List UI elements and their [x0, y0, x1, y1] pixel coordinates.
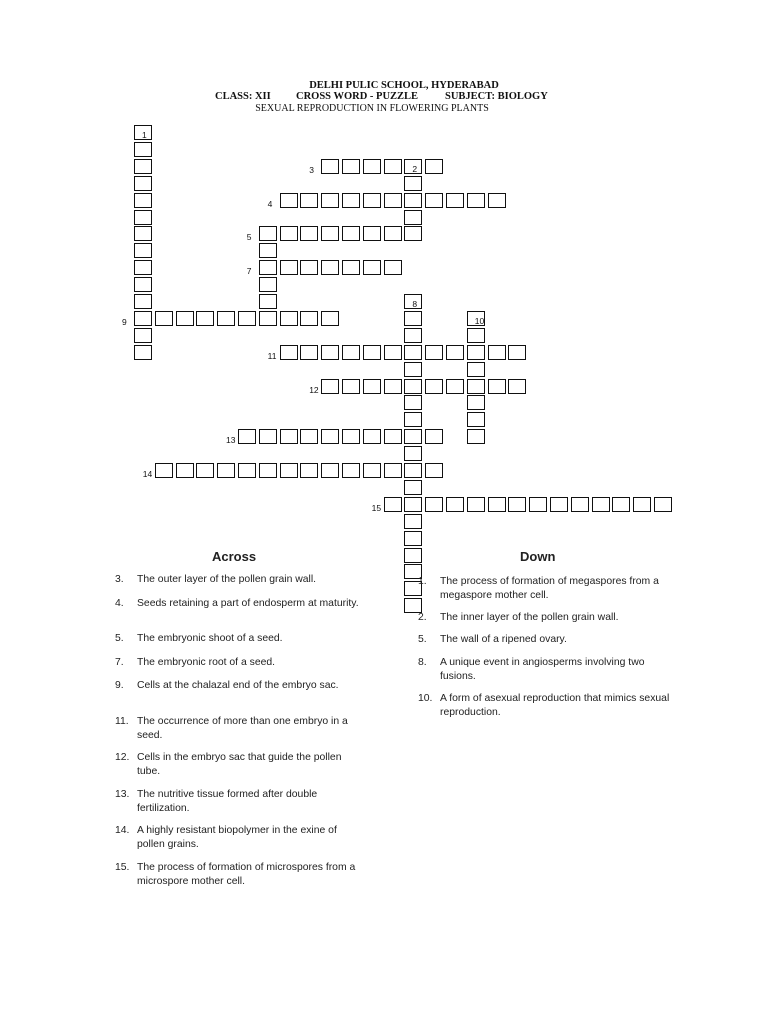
- crossword-cell[interactable]: [467, 345, 485, 360]
- clue-number-label: 5: [246, 232, 252, 243]
- crossword-cell[interactable]: [384, 226, 402, 241]
- clue-text: The outer layer of the pollen grain wall.: [137, 574, 317, 585]
- clue-text: The process of formation of megaspores from a megaspore mother cell.: [440, 576, 659, 601]
- crossword-cell[interactable]: [384, 497, 402, 512]
- crossword-cell[interactable]: [384, 463, 402, 478]
- crossword-cell[interactable]: [134, 176, 152, 191]
- clue-number: 12.: [115, 752, 130, 763]
- crossword-cell[interactable]: [363, 193, 381, 208]
- crossword-cell[interactable]: [321, 226, 339, 241]
- crossword-cell[interactable]: [259, 311, 277, 326]
- crossword-cell[interactable]: [363, 159, 381, 174]
- crossword-cell[interactable]: [259, 260, 277, 275]
- crossword-cell[interactable]: [404, 480, 422, 495]
- clue-text: The embryonic root of a seed.: [137, 657, 276, 668]
- crossword-cell[interactable]: [467, 395, 485, 410]
- crossword-cell[interactable]: [321, 260, 339, 275]
- crossword-cell[interactable]: [280, 226, 298, 241]
- clue-number: 1.: [418, 576, 427, 587]
- clue-number: 11.: [115, 716, 129, 727]
- crossword-cell[interactable]: [404, 412, 422, 427]
- crossword-cell[interactable]: [238, 311, 256, 326]
- crossword-cell[interactable]: [280, 311, 298, 326]
- subject-label: SUBJECT: BIOLOGY: [445, 91, 548, 102]
- clue-number: 3.: [115, 574, 124, 585]
- crossword-cell[interactable]: [134, 277, 152, 292]
- down-heading: Down: [520, 549, 556, 564]
- crossword-cell[interactable]: [592, 497, 610, 512]
- crossword-cell[interactable]: [196, 311, 214, 326]
- school-name: DELHI PULIC SCHOOL, HYDERABAD: [309, 80, 499, 91]
- crossword-cell[interactable]: [404, 463, 422, 478]
- crossword-cell[interactable]: [217, 463, 235, 478]
- crossword-cell[interactable]: [134, 243, 152, 258]
- crossword-cell[interactable]: [508, 345, 526, 360]
- crossword-cell[interactable]: [217, 311, 235, 326]
- clue-number-label: 2: [412, 163, 418, 174]
- crossword-cell[interactable]: [404, 429, 422, 444]
- crossword-cell[interactable]: [446, 379, 464, 394]
- clue-text: Cells at the chalazal end of the embryo sac.: [137, 680, 339, 691]
- clue-text: The nutritive tissue formed after double fertilization.: [137, 789, 318, 814]
- crossword-cell[interactable]: [446, 193, 464, 208]
- clue-number: 2.: [418, 612, 427, 623]
- crossword-cell[interactable]: [404, 210, 422, 225]
- clue-number-label: 1: [142, 130, 147, 140]
- clue-text: The inner layer of the pollen grain wall.: [440, 612, 619, 623]
- clue-number: 7.: [115, 657, 124, 668]
- crossword-cell[interactable]: [467, 362, 485, 377]
- crossword-cell[interactable]: [300, 311, 318, 326]
- clue-number: 13.: [115, 789, 130, 800]
- clue-text: The embryonic shoot of a seed.: [137, 633, 283, 644]
- clue-number: 15.: [115, 862, 130, 873]
- clue-number: 8.: [418, 657, 427, 668]
- crossword-cell[interactable]: [384, 260, 402, 275]
- crossword-cell[interactable]: [550, 497, 568, 512]
- crossword-cell[interactable]: [425, 463, 443, 478]
- crossword-cell[interactable]: [425, 429, 443, 444]
- crossword-cell[interactable]: [238, 463, 256, 478]
- across-heading: Across: [212, 549, 257, 564]
- crossword-cell[interactable]: [404, 226, 422, 241]
- crossword-cell[interactable]: [321, 345, 339, 360]
- topic-title: SEXUAL REPRODUCTION IN FLOWERING PLANTS: [255, 103, 489, 114]
- crossword-cell[interactable]: [363, 379, 381, 394]
- clue-number: 5.: [115, 633, 124, 644]
- clue-text: The process of formation of microspores from a microspore mother cell.: [137, 862, 356, 887]
- clue-text: A unique event in angiosperms involving two fusions.: [440, 657, 645, 682]
- crossword-cell[interactable]: [342, 193, 360, 208]
- crossword-cell[interactable]: [342, 260, 360, 275]
- crossword-cell[interactable]: [176, 311, 194, 326]
- crossword-cell[interactable]: [446, 345, 464, 360]
- crossword-cell[interactable]: [488, 345, 506, 360]
- crossword-cell[interactable]: [134, 294, 152, 309]
- crossword-cell[interactable]: [529, 497, 547, 512]
- crossword-cell[interactable]: [259, 429, 277, 444]
- crossword-cell[interactable]: [155, 311, 173, 326]
- clue-number-label: 4: [267, 198, 273, 209]
- clue-number-label: 3: [309, 164, 314, 175]
- crossword-cell[interactable]: [363, 345, 381, 360]
- crossword-cell[interactable]: [404, 176, 422, 191]
- clue-number: 14.: [115, 825, 130, 836]
- crossword-cell[interactable]: [134, 226, 152, 241]
- crossword-cell[interactable]: [404, 497, 422, 512]
- clue-number-label: 9: [122, 316, 127, 327]
- crossword-cell[interactable]: [571, 497, 589, 512]
- crossword-cell[interactable]: [300, 429, 318, 444]
- crossword-cell[interactable]: [508, 497, 526, 512]
- crossword-cell[interactable]: [259, 294, 277, 309]
- crossword-cell[interactable]: [300, 345, 318, 360]
- crossword-cell[interactable]: [280, 260, 298, 275]
- crossword-cell[interactable]: [384, 193, 402, 208]
- clue-text: Seeds retaining a part of endosperm at maturity.: [137, 598, 359, 609]
- crossword-cell[interactable]: [134, 260, 152, 275]
- class-label: CLASS: XII: [215, 91, 271, 102]
- crossword-cell[interactable]: [488, 497, 506, 512]
- crossword-cell[interactable]: [342, 379, 360, 394]
- crossword-cell[interactable]: [134, 328, 152, 343]
- clue-number-label: 11: [267, 350, 277, 361]
- crossword-cell[interactable]: [404, 193, 422, 208]
- crossword-cell[interactable]: [467, 379, 485, 394]
- clue-number-label: 15: [371, 502, 382, 513]
- crossword-cell[interactable]: [425, 497, 443, 512]
- crossword-cell[interactable]: [342, 345, 360, 360]
- crossword-cell[interactable]: [404, 395, 422, 410]
- crossword-cell[interactable]: [280, 193, 298, 208]
- crossword-cell[interactable]: [342, 226, 360, 241]
- crossword-cell[interactable]: [321, 429, 339, 444]
- clue-text: A highly resistant biopolymer in the exine of pollen grains.: [137, 825, 337, 850]
- crossword-cell[interactable]: [404, 514, 422, 529]
- crossword-cell[interactable]: [238, 429, 256, 444]
- crossword-cell[interactable]: [300, 260, 318, 275]
- crossword-cell[interactable]: [134, 345, 152, 360]
- crossword-cell[interactable]: [176, 463, 194, 478]
- clue-number-label: 10: [474, 315, 485, 326]
- crossword-cell[interactable]: [446, 497, 464, 512]
- crossword-cell[interactable]: [134, 142, 152, 157]
- clue-number-label: 7: [246, 266, 252, 277]
- crossword-cell[interactable]: [384, 159, 402, 174]
- crossword-cell[interactable]: [134, 311, 152, 326]
- clue-text: Cells in the embryo sac that guide the pollen tube.: [137, 752, 342, 777]
- crossword-cell[interactable]: [321, 379, 339, 394]
- crossword-cell[interactable]: [280, 429, 298, 444]
- crossword-cell[interactable]: [488, 379, 506, 394]
- crossword-cell[interactable]: [300, 193, 318, 208]
- crossword-cell[interactable]: [404, 379, 422, 394]
- crossword-cell[interactable]: [467, 497, 485, 512]
- crossword-cell[interactable]: [425, 193, 443, 208]
- crossword-cell[interactable]: [321, 159, 339, 174]
- clue-number-label: 14: [142, 469, 153, 479]
- crossword-cell[interactable]: [342, 159, 360, 174]
- crossword-cell[interactable]: [467, 328, 485, 343]
- clue-number: 5.: [418, 634, 427, 645]
- crossword-cell[interactable]: [425, 345, 443, 360]
- clue-text: A form of asexual reproduction that mimics sexual reproduction.: [440, 693, 670, 718]
- crossword-cell[interactable]: [321, 311, 339, 326]
- crossword-cell[interactable]: [259, 226, 277, 241]
- crossword-cell[interactable]: [404, 345, 422, 360]
- crossword-cell[interactable]: [384, 429, 402, 444]
- clue-number-label: 8: [412, 299, 418, 309]
- crossword-cell[interactable]: [654, 497, 672, 512]
- crossword-cell[interactable]: [155, 463, 173, 478]
- crossword-cell[interactable]: [321, 463, 339, 478]
- clue-number: 9.: [115, 680, 124, 691]
- crossword-cell[interactable]: [196, 463, 214, 478]
- clue-number: 10.: [418, 693, 433, 704]
- crossword-cell[interactable]: [467, 429, 485, 444]
- crossword-cell[interactable]: [363, 226, 381, 241]
- crossword-cell[interactable]: [259, 277, 277, 292]
- crossword-cell[interactable]: [425, 379, 443, 394]
- crossword-cell[interactable]: [404, 362, 422, 377]
- crossword-cell[interactable]: [425, 159, 443, 174]
- crossword-cell[interactable]: [280, 463, 298, 478]
- clue-text: The wall of a ripened ovary.: [440, 634, 567, 645]
- crossword-cell[interactable]: [134, 193, 152, 208]
- puzzle-title: CROSS WORD - PUZZLE: [296, 91, 419, 102]
- clue-number-label: 13: [226, 435, 236, 446]
- crossword-cell[interactable]: [259, 243, 277, 258]
- crossword-cell[interactable]: [363, 463, 381, 478]
- crossword-cell[interactable]: [363, 260, 381, 275]
- crossword-cell[interactable]: [342, 429, 360, 444]
- crossword-cell[interactable]: [342, 463, 360, 478]
- crossword-cell[interactable]: [404, 548, 422, 563]
- clue-number-label: 12: [309, 384, 319, 395]
- crossword-cell[interactable]: [134, 159, 152, 174]
- crossword-cell[interactable]: [404, 328, 422, 343]
- crossword-cell[interactable]: [280, 345, 298, 360]
- crossword-cell[interactable]: [134, 210, 152, 225]
- crossword-cell[interactable]: [363, 429, 381, 444]
- crossword-cell[interactable]: [467, 412, 485, 427]
- crossword-cell[interactable]: [321, 193, 339, 208]
- clue-text: The occurrence of more than one embryo in a seed.: [137, 716, 348, 741]
- crossword-cell[interactable]: [300, 463, 318, 478]
- crossword-cell[interactable]: [404, 311, 422, 326]
- crossword-cell[interactable]: [384, 345, 402, 360]
- crossword-cell[interactable]: [300, 226, 318, 241]
- crossword-cell[interactable]: [612, 497, 630, 512]
- crossword-cell[interactable]: [508, 379, 526, 394]
- crossword-cell[interactable]: [404, 446, 422, 461]
- crossword-cell[interactable]: [404, 531, 422, 546]
- crossword-cell[interactable]: [488, 193, 506, 208]
- crossword-cell[interactable]: [384, 379, 402, 394]
- crossword-cell[interactable]: [633, 497, 651, 512]
- crossword-cell[interactable]: [467, 193, 485, 208]
- clue-number: 4.: [115, 598, 124, 609]
- crossword-cell[interactable]: [259, 463, 277, 478]
